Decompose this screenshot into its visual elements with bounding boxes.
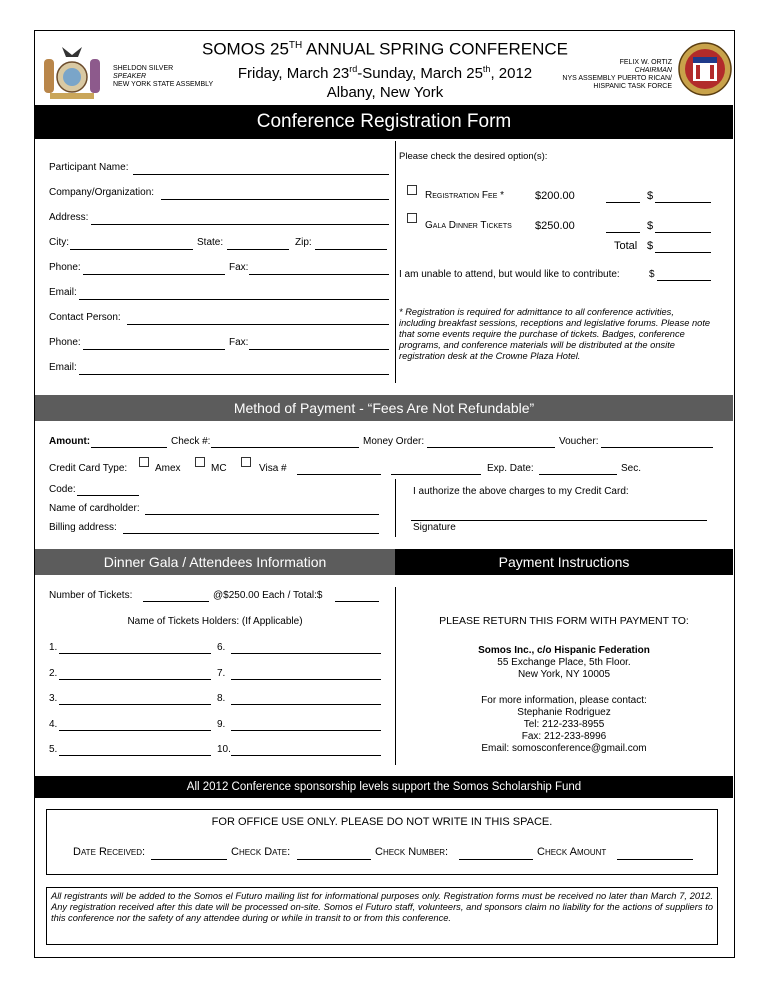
amount-label: Amount: — [49, 436, 91, 447]
left-official-name: SHELDON SILVER — [113, 65, 174, 72]
disclaimer-box — [46, 887, 718, 945]
address-field[interactable] — [91, 224, 389, 225]
disclaimer-text: All registrants will be added to the Somos el Futuro mailing list for informational purposes only. Registration forms must be received no later than March 7, 2012. Any registration received after this date will be processed on-site. Somos el Futuro staff, volunteers, and sponsors claim no liability for the actions of suppliers to this conference nor the safety of any attendee during or while in transit to or from this conference. — [51, 891, 713, 923]
ticket-total-field[interactable] — [335, 601, 379, 602]
return-instructions: PLEASE RETURN THIS FORM WITH PAYMENT TO: — [439, 615, 689, 627]
phone-label: Phone: — [49, 262, 81, 273]
total-label: Total — [614, 240, 638, 252]
voucher-label: Voucher: — [559, 436, 599, 447]
phone-field[interactable] — [83, 274, 225, 275]
ticket-holder-number: 2. — [49, 667, 58, 679]
gala-tickets-price: $250.00 — [535, 220, 575, 232]
contact-email-field[interactable] — [79, 374, 389, 375]
ticket-holder-number: 1. — [49, 642, 58, 653]
ticket-holder-number: 6. — [217, 642, 226, 653]
options-heading: Please check the desired option(s): — [399, 151, 548, 162]
check-number-field[interactable] — [211, 447, 359, 448]
registration-fee-checkbox[interactable] — [407, 185, 417, 195]
check-date-label: Check Date: — [231, 846, 291, 858]
company-field[interactable] — [161, 199, 389, 200]
instructions-heading: Payment Instructions — [498, 554, 630, 570]
contact-fax-label: Fax: — [229, 337, 249, 348]
visa-checkbox[interactable] — [241, 457, 251, 467]
total-dollar: $ — [647, 240, 654, 252]
company-label: Company/Organization: — [49, 187, 155, 198]
registration-form: SHELDON SILVER SPEAKER NEW YORK STATE ASSEMBLY SOMOS 25TH ANNUAL SPRING CONFERENCE Friday, March 23rd-Sunday, March 25th, 2012 Albany, New York FELIX W. ORTIZ CHAIRMAN NYS ASSEMBLY PUERTO RICAN/ HISPANIC TASK FORCE Conference Registration Form Participant Name: Company/Organization: Address: City: State: Zip: Phone: Fax: Email: Contact Person: Phone: Fax: Email: Please check the desired option(s): Registration Fee * $200.00 $ Gala Dinner Tickets $250.00 $ Total $ I am unable to attend, but would like to contribute: $ * Registration is required for admittance to all conference activities, including breakfast sessions, receptions and legislative forums. Please note that some events require the purchase of tickets. Badges, conference programs, and conference materials will be distributed at the onsite registration desk at the Crowne Plaza Hotel. Method of Payment - “Fees Are Not Refundable” Amount: Check #: Money Order: Voucher: Credit Card Type: Amex MC Visa # Exp. Date: Sec. Code: Name of cardholder: Billing address: I authorize the above charges to my Credit Card: Signature Dinner Gala / Attendees Information Payment Instructions Number of Tickets: @$250.00 Each / Total:$ Name of Tickets Holders: (If Applicable) PLEASE RETURN THIS FORM WITH PAYMENT TO: Somos Inc., c/o Hispanic Federation 55 Exchange Place, 5th Floor. New York, NY 10005 For more information, please contact: Stephanie Rodriguez Tel: 212-233-8955 Fax: 212-233-8996 Email: somosconference@gmail.com All 2012 Conference sponsorship levels support the Somos Scholarship Fund FOR OFFICE USE ONLY. PLEASE DO NOT WRITE IN THIS SPACE. Date Received: Check Date: Check Number: Check Amount All registrants will be added to the Somos el Futuro mailing list for informational purposes only. Registration forms must be received no later than March 7, 2012. Any registration received after this date will be processed on-site. Somos el Futuro staff, volunteers, and sponsors claim no liability for the actions of suppliers to this conference nor the safety of any attendee during or while in transit to or from this conference. 1. 2. 3. 4. 5. 6. 7. 8. 9. 10. — [34, 30, 735, 958]
exp-date-label: Exp. Date: — [487, 463, 534, 474]
contact-phone-field[interactable] — [83, 349, 225, 350]
ticket-holder-name-field[interactable] — [59, 679, 211, 680]
contact-tel: Tel: 212-233-8955 — [523, 719, 605, 730]
voucher-field[interactable] — [601, 447, 713, 448]
participant-name-field[interactable] — [133, 174, 389, 175]
billing-address-field[interactable] — [123, 533, 379, 534]
email-field[interactable] — [79, 299, 389, 300]
authorize-label: I authorize the above charges to my Credit Card: — [413, 486, 629, 497]
money-order-field[interactable] — [427, 447, 555, 448]
cardholder-label: Name of cardholder: — [49, 503, 140, 514]
contact-fax: Fax: 212-233-8996 — [521, 731, 607, 742]
ny-state-seal — [40, 39, 104, 101]
address-label: Address: — [49, 212, 89, 223]
ticket-holder-name-field[interactable] — [59, 730, 211, 731]
amount-field[interactable] — [91, 447, 167, 448]
email-label: Email: — [49, 287, 77, 298]
mc-label: MC — [211, 463, 227, 474]
visa-label: Visa # — [259, 463, 287, 474]
amex-label: Amex — [155, 463, 181, 474]
gala-tickets-checkbox[interactable] — [407, 213, 417, 223]
sec-code-label: Code: — [49, 484, 76, 495]
gala-tickets-label: Gala Dinner Tickets — [425, 220, 512, 231]
conference-dates: Friday, March 23rd-Sunday, March 25th, 2012 — [237, 63, 533, 82]
contact-fax-field[interactable] — [249, 349, 389, 350]
registration-fee-qty[interactable] — [606, 202, 640, 203]
check-amount-label: Check Amount — [537, 846, 607, 858]
payee-address-1: 55 Exchange Place, 5th Floor. — [497, 657, 631, 668]
ticket-holder-name-field[interactable] — [59, 704, 211, 705]
ticket-holder-name-field[interactable] — [231, 653, 381, 654]
amex-checkbox[interactable] — [139, 457, 149, 467]
conference-location: Albany, New York — [326, 83, 444, 101]
date-received-field[interactable] — [151, 859, 227, 860]
check-number-office-label: Check Number: — [375, 846, 449, 858]
card-number-field-2[interactable] — [391, 474, 481, 475]
instructions-bar — [395, 549, 733, 575]
ticket-price-label: @$250.00 Each / Total:$ — [213, 590, 323, 601]
office-use-box — [46, 809, 718, 875]
right-official-org: NYS ASSEMBLY PUERTO RICAN/ — [562, 75, 672, 82]
cardholder-field[interactable] — [145, 514, 379, 515]
ticket-holders-label: Name of Tickets Holders: (If Applicable) — [127, 616, 303, 627]
check-date-field[interactable] — [297, 859, 371, 860]
gala-tickets-amount[interactable] — [655, 232, 711, 233]
form-title-bar — [35, 105, 733, 139]
participant-name-label: Participant Name: — [49, 162, 129, 173]
contact-person-label: Contact Person: — [49, 312, 121, 323]
ticket-holder-number: 9. — [217, 718, 226, 730]
state-label: State: — [197, 237, 224, 248]
contact-phone-label: Phone: — [49, 337, 81, 348]
zip-field[interactable] — [315, 249, 387, 250]
cc-type-label: Credit Card Type: — [49, 463, 128, 474]
registration-fee-label: Registration Fee * — [425, 190, 505, 201]
section-divider — [395, 141, 396, 383]
registration-note: * Registration is required for admittance to all conference activities, including breakfast sessions, receptions and legislative forums. Please note that some events require the purchase of tickets. Badges, conference programs, and conference materials will be distributed at the onsite registration desk at the Crowne Plaza Hotel. — [399, 307, 711, 361]
contribute-field[interactable] — [657, 280, 711, 281]
contact-email: Email: somosconference@gmail.com — [481, 743, 647, 754]
ticket-holder-name-field[interactable] — [231, 679, 381, 680]
ticket-holder-name-field[interactable] — [231, 704, 381, 705]
payee-org: Somos Inc., c/o Hispanic Federation — [478, 645, 650, 656]
check-number-label: Check #: — [171, 436, 211, 447]
zip-label: Zip: — [295, 237, 312, 248]
sec-code-field[interactable] — [77, 495, 139, 496]
fax-label: Fax: — [229, 262, 249, 273]
ticket-count-field[interactable] — [143, 601, 209, 602]
gala-tickets-dollar: $ — [647, 220, 654, 232]
city-label: City: — [49, 237, 69, 248]
date-received-label: Date Received: — [73, 846, 146, 858]
gala-heading: Dinner Gala / Attendees Information — [103, 554, 327, 570]
check-number-office-field[interactable] — [459, 859, 533, 860]
gala-tickets-qty[interactable] — [606, 232, 640, 233]
ticket-holder-number: 3. — [49, 693, 58, 704]
ticket-holder-number: 5. — [49, 744, 58, 755]
more-info-label: For more information, please contact: — [481, 695, 647, 706]
city-field[interactable] — [70, 249, 193, 250]
office-use-heading: FOR OFFICE USE ONLY. PLEASE DO NOT WRITE IN THIS SPACE. — [211, 816, 553, 828]
payment-method-heading: Method of Payment - “Fees Are Not Refundable” — [233, 400, 535, 416]
ticket-holder-name-field[interactable] — [59, 755, 211, 756]
state-field[interactable] — [227, 249, 289, 250]
sec-label: Sec. — [621, 463, 642, 474]
left-official-org: NEW YORK STATE ASSEMBLY — [113, 81, 214, 88]
billing-address-label: Billing address: — [49, 522, 117, 533]
right-official-name: FELIX W. ORTIZ — [619, 59, 672, 66]
contact-person-field[interactable] — [127, 324, 389, 325]
sponsorship-text: All 2012 Conference sponsorship levels support the Somos Scholarship Fund — [186, 781, 582, 793]
payment-divider — [395, 479, 396, 537]
contribute-label: I am unable to attend, but would like to contribute: — [399, 269, 620, 280]
payment-method-bar — [35, 395, 733, 421]
ticket-holder-number: 7. — [217, 667, 226, 679]
signature-label: Signature — [413, 522, 456, 533]
form-title: Conference Registration Form — [256, 111, 512, 132]
ticket-holder-name-field[interactable] — [231, 755, 381, 756]
signature-field[interactable] — [411, 520, 707, 521]
contact-name: Stephanie Rodriguez — [517, 707, 611, 718]
contribute-dollar: $ — [649, 269, 655, 280]
sponsorship-bar — [35, 776, 733, 798]
ticket-holder-number: 4. — [49, 718, 58, 730]
ticket-holder-number: 10. — [217, 744, 231, 755]
right-official-role: CHAIRMAN — [634, 67, 672, 74]
ticket-holder-name-field[interactable] — [59, 653, 211, 654]
ticket-count-label: Number of Tickets: — [49, 590, 133, 601]
task-force-seal — [678, 37, 732, 101]
ticket-holder-number: 8. — [217, 693, 226, 704]
fax-field[interactable] — [249, 274, 389, 275]
ticket-holder-name-field[interactable] — [231, 730, 381, 731]
registration-fee-amount[interactable] — [655, 202, 711, 203]
card-number-field-1[interactable] — [297, 474, 381, 475]
registration-fee-price: $200.00 — [535, 190, 575, 202]
left-official-role: SPEAKER — [113, 73, 147, 80]
money-order-label: Money Order: — [363, 436, 425, 447]
mc-checkbox[interactable] — [195, 457, 205, 467]
registration-fee-dollar: $ — [647, 190, 654, 202]
payee-address-2: New York, NY 10005 — [517, 669, 611, 680]
conference-title: SOMOS 25TH ANNUAL SPRING CONFERENCE — [201, 39, 568, 59]
exp-date-field[interactable] — [539, 474, 617, 475]
check-amount-field[interactable] — [617, 859, 693, 860]
gala-bar — [35, 549, 395, 575]
contact-email-label: Email: — [49, 362, 77, 373]
total-field[interactable] — [655, 252, 711, 253]
